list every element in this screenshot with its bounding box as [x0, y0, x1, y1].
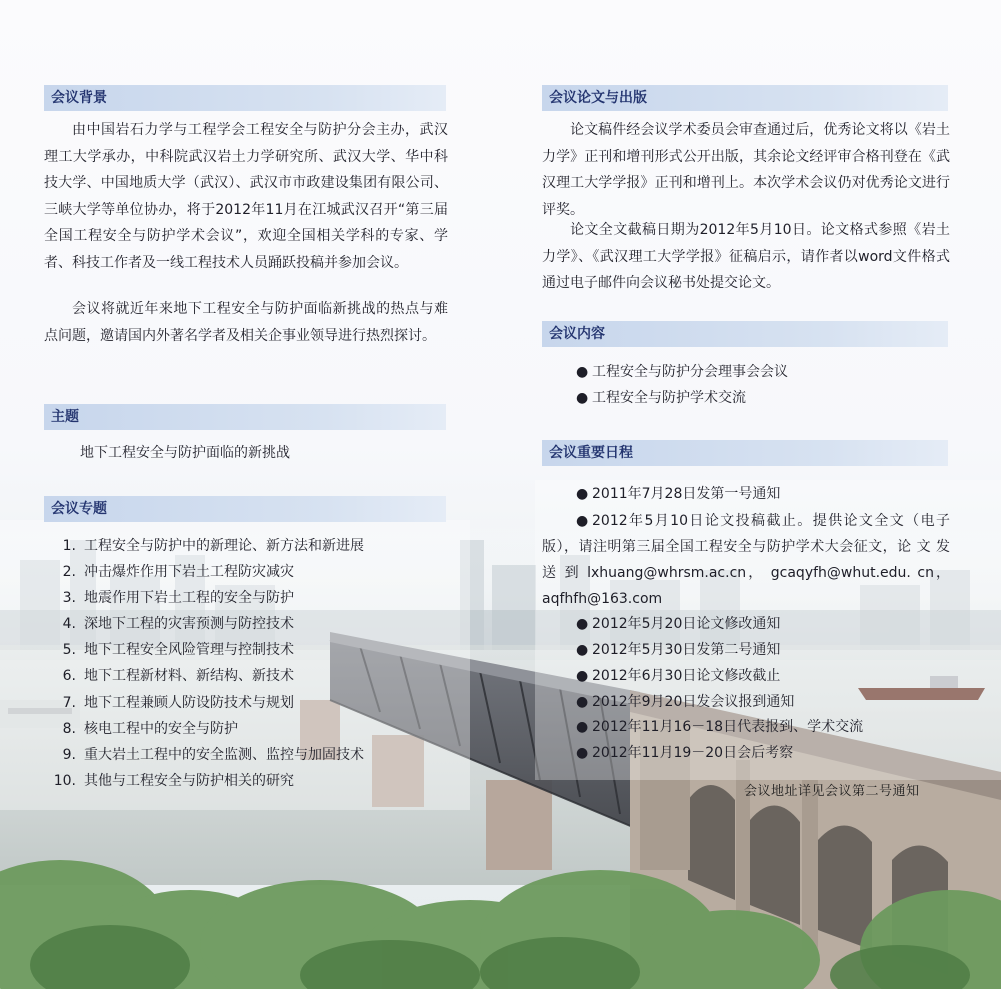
- item-text: 2012年5月20日论文修改通知: [592, 615, 781, 632]
- papers-paragraph-1: 论文稿件经会议学术委员会审查通过后，优秀论文将以《岩土力学》正刊和增刊形式公开出版，其余论文经评审合格刊登在《武汉理工大学学报》正刊和增刊上。本次学术会议仍对优秀论文进行评奖。: [542, 122, 950, 218]
- list-item: [50, 716, 364, 742]
- section-heading-topics: [44, 496, 446, 522]
- bullet-icon: ●: [576, 615, 589, 632]
- item-text: 2012年9月20日发会议报到通知: [592, 693, 795, 710]
- item-number: 8.: [62, 720, 76, 737]
- background-paragraph-1: 由中国岩石力学与工程学会工程安全与防护分会主办，武汉理工大学承办，中科院武汉岩土力学研究所、武汉大学、华中科技大学、中国地质大学（武汉）、武汉市市政建设集团有限公司、三峡大学等单位协办，将于2012年11月在江城武汉召开“第三届全国工程安全与防护学术会议”，欢迎全国相关学科的专家、学者、科技工作者及一线工程技术人员踊跃投稿并参加会议。: [44, 122, 448, 271]
- heading-text: 会议背景: [51, 90, 107, 106]
- item-number: 3.: [62, 590, 76, 607]
- item-text: 工程安全与防护中的新理论、新方法和新进展: [84, 538, 364, 554]
- list-item: [542, 638, 950, 664]
- list-item: [50, 559, 364, 585]
- list-item: [542, 612, 950, 638]
- section-heading-theme: [44, 404, 446, 430]
- item-text: 工程安全与防护分会理事会会议: [592, 364, 788, 380]
- bullet-icon: ●: [576, 641, 589, 658]
- topics-list: [50, 533, 364, 794]
- bullet-icon: ●: [576, 667, 589, 684]
- item-text: 冲击爆炸作用下岩土工程防灾减灾: [84, 564, 294, 581]
- papers-paragraph-2: 论文全文截稿日期为2012年5月10日。论文格式参照《岩土力学》、《武汉理工大学学报》征稿启示，请作者以word文件格式通过电子邮件向会议秘书处提交论文。: [542, 222, 950, 291]
- list-item: [50, 611, 364, 637]
- bullet-icon: ●: [576, 486, 589, 502]
- list-item: [542, 482, 950, 508]
- bullet-icon: ●: [576, 693, 589, 710]
- item-text: 地震作用下岩土工程的安全与防护: [84, 590, 294, 607]
- content-list: [576, 360, 788, 411]
- list-item: [50, 663, 364, 689]
- section-heading-schedule: [542, 440, 948, 466]
- list-item: [542, 690, 950, 716]
- heading-text: 会议内容: [549, 326, 605, 342]
- background-paragraph-2: 会议将就近年来地下工程安全与防护面临新挑战的热点与难点问题，邀请国内外著名学者及相关企事业领导进行热烈探讨。: [44, 301, 448, 344]
- item-number: 6.: [62, 668, 76, 685]
- heading-text: 会议论文与出版: [549, 90, 647, 106]
- bullet-icon: ●: [576, 719, 589, 736]
- section-heading-content: [542, 321, 948, 347]
- item-text: 2012年6月30日论文修改截止: [592, 667, 781, 684]
- item-text: 2011年7月28日发第一号通知: [592, 486, 781, 502]
- list-item: [576, 360, 788, 386]
- address-note: 会议地址详见会议第二号通知: [744, 784, 920, 799]
- item-number: 9.: [62, 746, 76, 763]
- list-item: [50, 585, 364, 611]
- bullet-icon: ●: [576, 389, 589, 406]
- bullet-icon: ●: [576, 364, 589, 380]
- list-item: [50, 533, 364, 559]
- schedule-list: [542, 482, 950, 767]
- item-text: 重大岩土工程中的安全监测、监控与加固技术: [84, 746, 364, 763]
- item-number: 4.: [62, 616, 76, 633]
- item-text: 2012年5月30日发第二号通知: [592, 641, 781, 658]
- item-text: 工程安全与防护学术交流: [592, 389, 746, 406]
- list-item: [50, 768, 364, 794]
- item-text: 2012年5月10日论文投稿截止。提供论文全文（电子版），请注明第三届全国工程安全与防护学术大会征文，论 文 发 送 到 lxhuang@whrsm.ac.cn， gcaqyfh@whut.edu. cn，aqfhfh@163.com: [542, 512, 950, 607]
- section-heading-papers: [542, 85, 948, 111]
- item-text: 核电工程中的安全与防护: [84, 720, 238, 737]
- item-number: 7.: [62, 694, 76, 711]
- list-item: [50, 690, 364, 716]
- item-number: 2.: [62, 564, 76, 581]
- theme-text: 地下工程安全与防护面临的新挑战: [80, 445, 290, 461]
- heading-text: 主题: [51, 409, 79, 425]
- list-item: [50, 637, 364, 663]
- item-text: 地下工程安全风险管理与控制技术: [84, 642, 294, 659]
- section-heading-background: [44, 85, 446, 111]
- item-text: 其他与工程安全与防护相关的研究: [84, 772, 294, 789]
- list-item: [50, 742, 364, 768]
- item-text: 2012年11月19－20日会后考察: [592, 745, 794, 762]
- heading-text: 会议重要日程: [549, 445, 633, 461]
- list-item: [542, 741, 950, 767]
- item-text: 2012年11月16－18日代表报到、学术交流: [592, 719, 864, 736]
- list-item: [542, 664, 950, 690]
- list-item: [542, 508, 950, 612]
- item-number: 10.: [53, 772, 76, 789]
- list-item: [542, 715, 950, 741]
- bullet-icon: ●: [576, 512, 589, 529]
- item-text: 深地下工程的灾害预测与防控技术: [84, 616, 294, 633]
- item-text: 地下工程兼顾人防设防技术与规划: [84, 694, 294, 711]
- item-number: 1.: [62, 538, 76, 554]
- heading-text: 会议专题: [51, 501, 107, 517]
- list-item: [576, 386, 788, 412]
- item-text: 地下工程新材料、新结构、新技术: [84, 668, 294, 685]
- item-number: 5.: [62, 642, 76, 659]
- bullet-icon: ●: [576, 745, 589, 762]
